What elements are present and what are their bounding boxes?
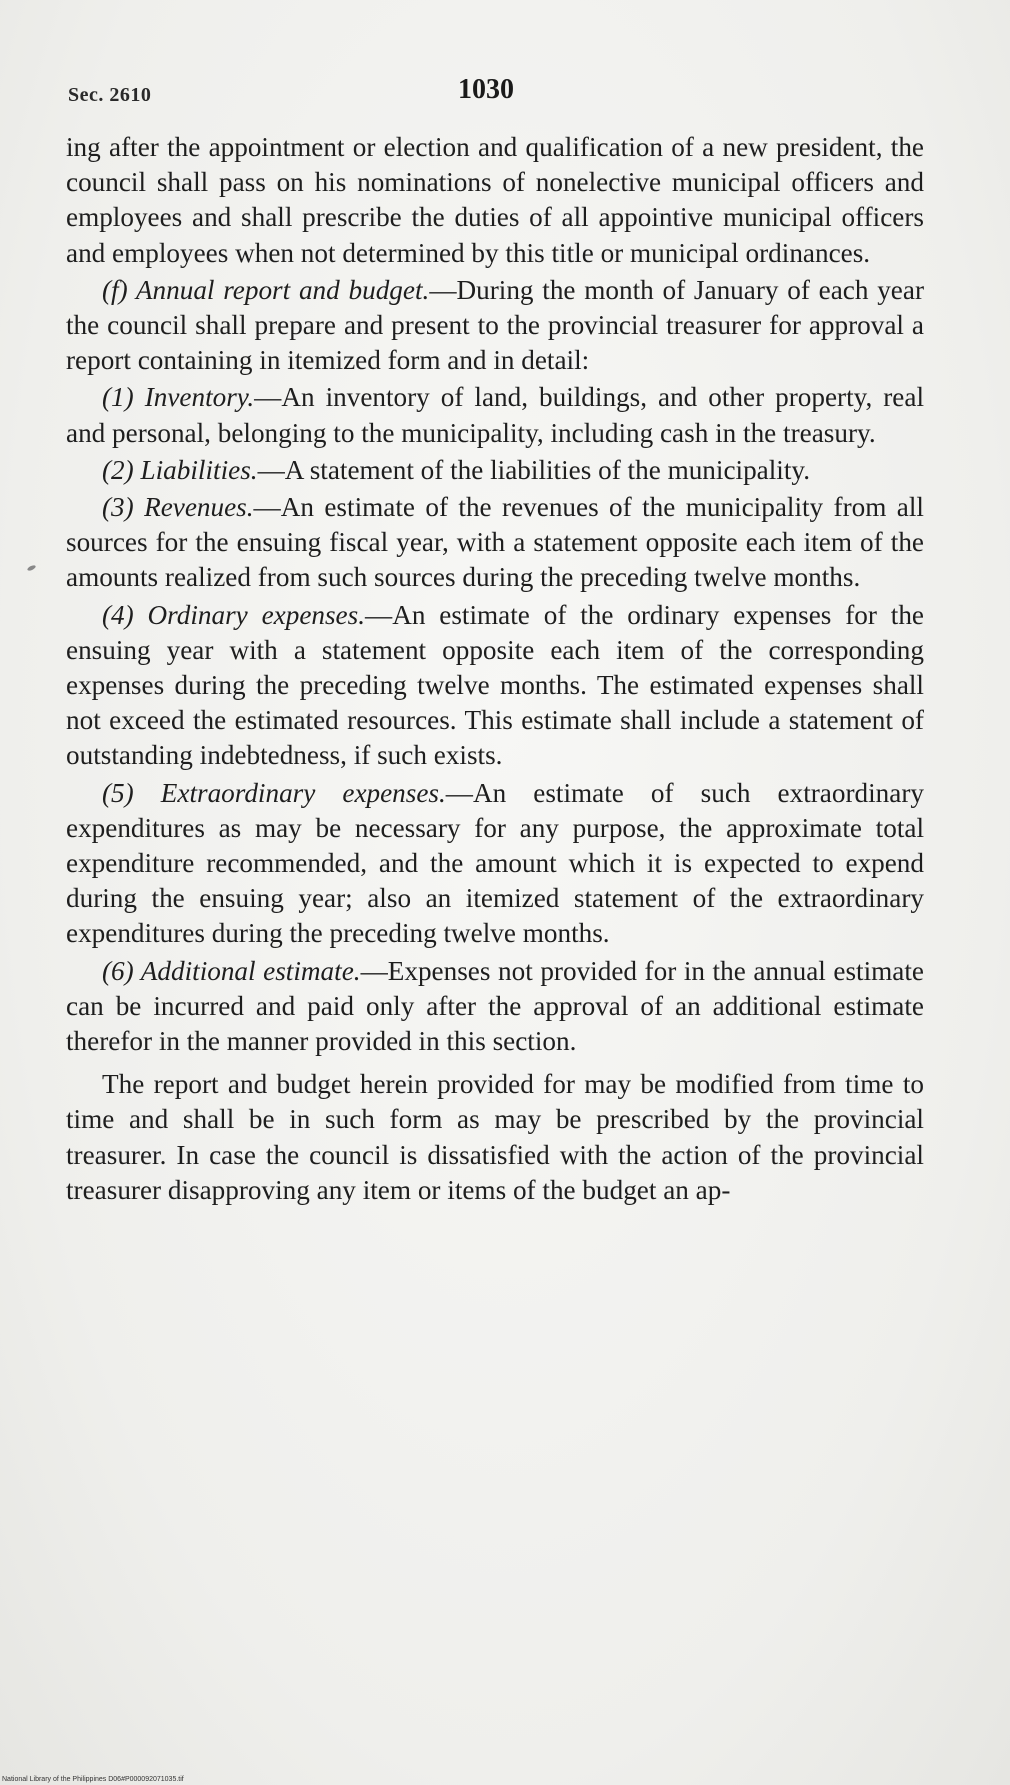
- paragraph-text: —A statement of the liabilities of the municipality.: [257, 454, 811, 485]
- scan-footer-credit: National Library of the Philippines D06#P000092071035.tif: [2, 1776, 184, 1783]
- paragraph-text: —An estimate of the ordinary expenses for the ensuing year with a statement opposite each item of the corresponding expenses during the preceding twelve months. The estimated expenses shall not exceed the estimated resources. This estimate shall include a statement of outstanding indebtedness, if such exists.: [66, 599, 924, 771]
- paragraph-continuation: [66, 130, 924, 271]
- running-head: [68, 74, 930, 114]
- paragraph-3-revenues: [66, 490, 924, 596]
- paragraph-text: —Expenses not provided for in the annual estimate can be incurred and paid only after the approval of an additional estimate therefor in the manner provided in this section.: [66, 955, 924, 1057]
- paragraph-f-annual-report: [66, 273, 924, 379]
- paragraph-text: ing after the appointment or election and qualification of a new president, the council shall pass on his nominations of nonelective municipal officers and employees and shall prescribe the duties of all appointive municipal officers and employees when not determined by this title or municipal ordinances.: [66, 132, 924, 268]
- body-text: [66, 130, 924, 1210]
- section-number: Sec. 2610: [68, 84, 152, 106]
- paragraph-report-budget: [66, 1067, 924, 1208]
- paragraph-text: —During the month of January of each year the council shall prepare and present to the provincial treasurer for approval a report containing in itemized form and in detail:: [66, 274, 924, 376]
- paragraph-6-additional-estimate: [66, 954, 924, 1060]
- paragraph-text: —An inventory of land, buildings, and other property, real and personal, belonging to the municipality, including cash in the treasury.: [66, 382, 924, 448]
- paragraph-label: (f) Annual report and budget.: [102, 274, 430, 305]
- paragraph-label: (5) Extraordinary expenses.: [102, 777, 446, 808]
- paragraph-5-extraordinary-expenses: [66, 776, 924, 952]
- paragraph-4-ordinary-expenses: [66, 598, 924, 774]
- paragraph-label: (6) Additional estimate.: [102, 955, 361, 986]
- paragraph-text: —An estimate of the revenues of the municipality from all sources for the ensuing fiscal year, with a statement opposite each item of the amounts realized from such sources during the preceding twelve months.: [66, 492, 924, 593]
- paragraph-label: (2) Liabilities.: [102, 454, 258, 485]
- paragraph-label: (4) Ordinary expenses.: [102, 599, 366, 630]
- paragraph-label: (1) Inventory.: [102, 382, 255, 413]
- paragraph-text: The report and budget herein provided for may be modified from time to time and shall be in such form as may be prescribed by the provincial treasurer. In case the council is dissatisfied with the action of the provincial treasurer disapproving any item or items of the budget an ap-: [66, 1069, 924, 1205]
- paragraph-1-inventory: [66, 380, 924, 450]
- paragraph-text: —An estimate of such extraordinary expenditures as may be necessary for any purpose, the approximate total expenditure recommended, and the amount which it is expected to expend during the ensuing year; also an itemized statement of the extraordinary expenditures during the preceding twelve months.: [66, 777, 924, 949]
- page-speck: [27, 564, 37, 571]
- paragraph-label: (3) Revenues.: [102, 492, 254, 523]
- page-number: 1030: [458, 74, 514, 105]
- paragraph-2-liabilities: [66, 453, 924, 488]
